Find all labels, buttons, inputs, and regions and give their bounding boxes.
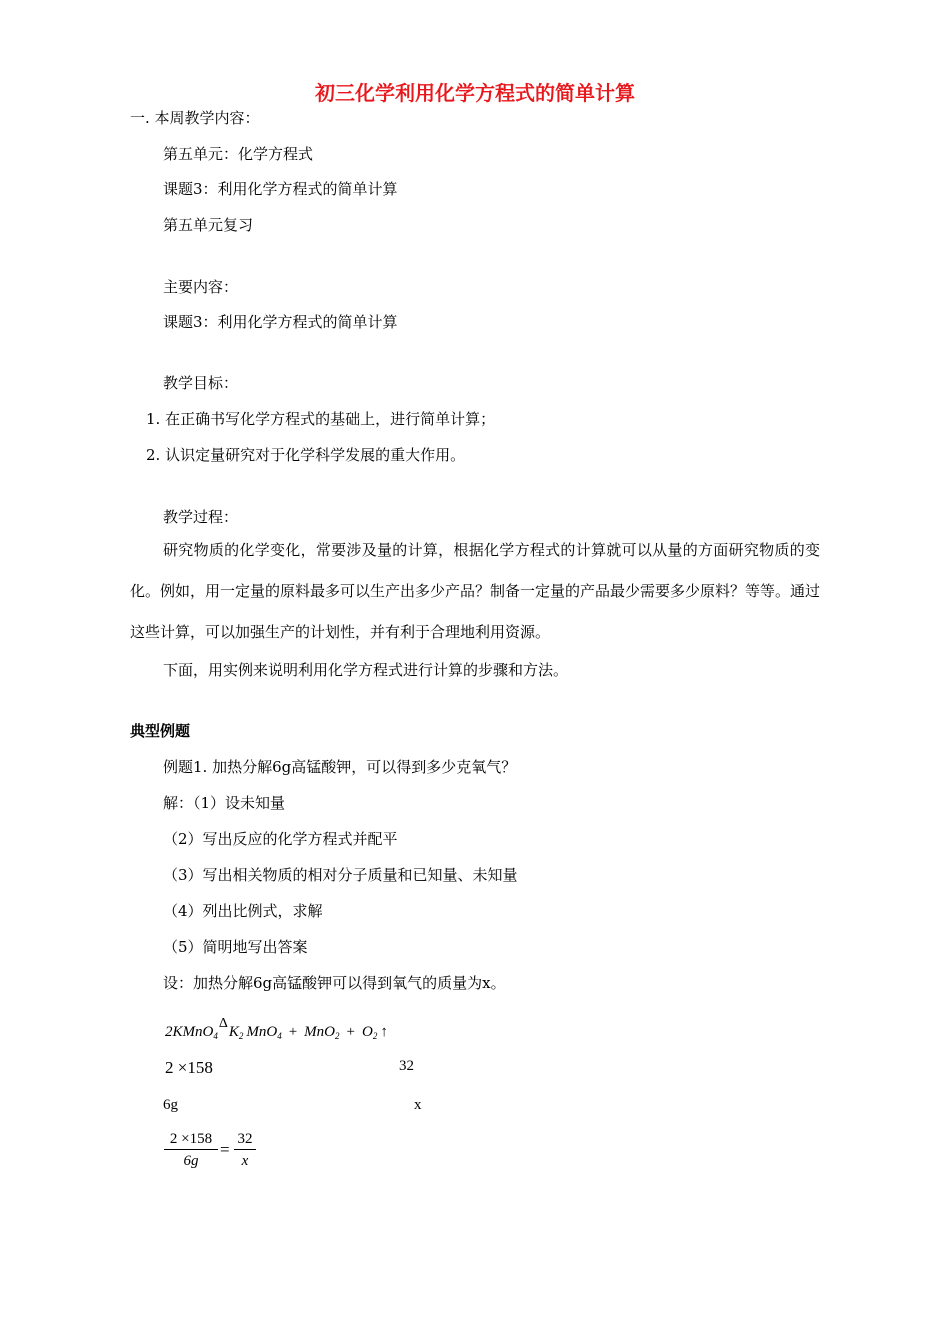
chemical-equation xyxy=(165,1016,388,1046)
eq-reactant: KMnO xyxy=(172,1024,214,1040)
relative-mass-left: 2 ×158 xyxy=(165,1058,213,1077)
solution-setup: 设：加热分解6g高锰酸钾可以得到氧气的质量为x。 xyxy=(163,974,506,992)
solution-step: （2）写出反应的化学方程式并配平 xyxy=(163,830,398,848)
review-line: 第五单元复习 xyxy=(163,216,254,234)
topic-line: 课题3：利用化学方程式的简单计算 xyxy=(163,180,398,198)
eq-product-subscript: 4 xyxy=(277,1031,282,1041)
eq-coefficient: 2 xyxy=(165,1024,173,1040)
solution-step: （3）写出相关物质的相对分子质量和已知量、未知量 xyxy=(163,866,518,884)
relative-mass-right: 32 xyxy=(399,1058,414,1074)
eq-plus: + xyxy=(288,1024,298,1040)
section-heading: 一. 本周教学内容： xyxy=(130,109,260,127)
eq-product-subscript: 2 xyxy=(238,1031,244,1041)
eq-plus: + xyxy=(346,1024,355,1040)
examples-heading: 典型例题 xyxy=(130,722,191,740)
process-paragraph-2: 下面，用实例来说明利用化学方程式进行计算的步骤和方法。 xyxy=(163,661,569,679)
given-mass: 6g xyxy=(163,1097,178,1113)
eq-product-manganate: MnO xyxy=(246,1024,278,1040)
heat-condition-symbol: Δ xyxy=(218,1016,228,1031)
objective-item: 2. 认识定量研究对于化学科学发展的重大作用。 xyxy=(146,446,466,464)
proportion-left-fraction xyxy=(164,1129,218,1172)
process-paragraph: 研究物质的化学变化，常要涉及量的计算，根据化学方程式的计算就可以从量的方面研究物质的变化。例如，用一定量的原料最多可以生产出多少产品？制备一定量的产品最少需要多少原料？等等。通过这些计算，可以加强生产的计划性，并有利于合理地利用资源。 xyxy=(130,541,821,641)
fraction-numerator: 2 ×158 xyxy=(169,1131,213,1147)
main-content-heading: 主要内容： xyxy=(163,278,239,296)
objectives-heading: 教学目标： xyxy=(163,374,239,392)
eq-product-dioxide: MnO xyxy=(304,1024,335,1040)
solution-step: 解：（1）设未知量 xyxy=(163,794,286,812)
eq-product-oxygen: O xyxy=(361,1024,373,1040)
equals-sign: = xyxy=(220,1140,230,1159)
unknown-mass: x xyxy=(414,1097,422,1113)
fraction-numerator: 32 xyxy=(237,1131,253,1147)
example-question: 例题1. 加热分解6g高锰酸钾，可以得到多少克氧气？ xyxy=(163,758,517,776)
eq-reactant-subscript: 4 xyxy=(213,1031,218,1041)
fraction-denominator: 6g xyxy=(164,1149,218,1172)
eq-product-subscript: 2 xyxy=(335,1031,340,1041)
solution-step: （4）列出比例式，求解 xyxy=(163,902,323,920)
eq-product-subscript: 2 xyxy=(372,1031,378,1041)
proportion-right-fraction xyxy=(234,1129,256,1172)
gas-arrow-icon: ↑ xyxy=(380,1024,388,1040)
unit-line: 第五单元：化学方程式 xyxy=(163,145,314,163)
fraction-denominator: x xyxy=(234,1149,256,1172)
page-title: 初三化学利用化学方程式的简单计算 xyxy=(315,81,635,105)
objective-item: 1. 在正确书写化学方程式的基础上，进行简单计算； xyxy=(146,410,496,428)
process-heading: 教学过程： xyxy=(163,508,239,526)
eq-product-potassium: K xyxy=(228,1024,239,1040)
main-content-line: 课题3：利用化学方程式的简单计算 xyxy=(163,313,398,331)
solution-step: （5）简明地写出答案 xyxy=(163,938,308,956)
